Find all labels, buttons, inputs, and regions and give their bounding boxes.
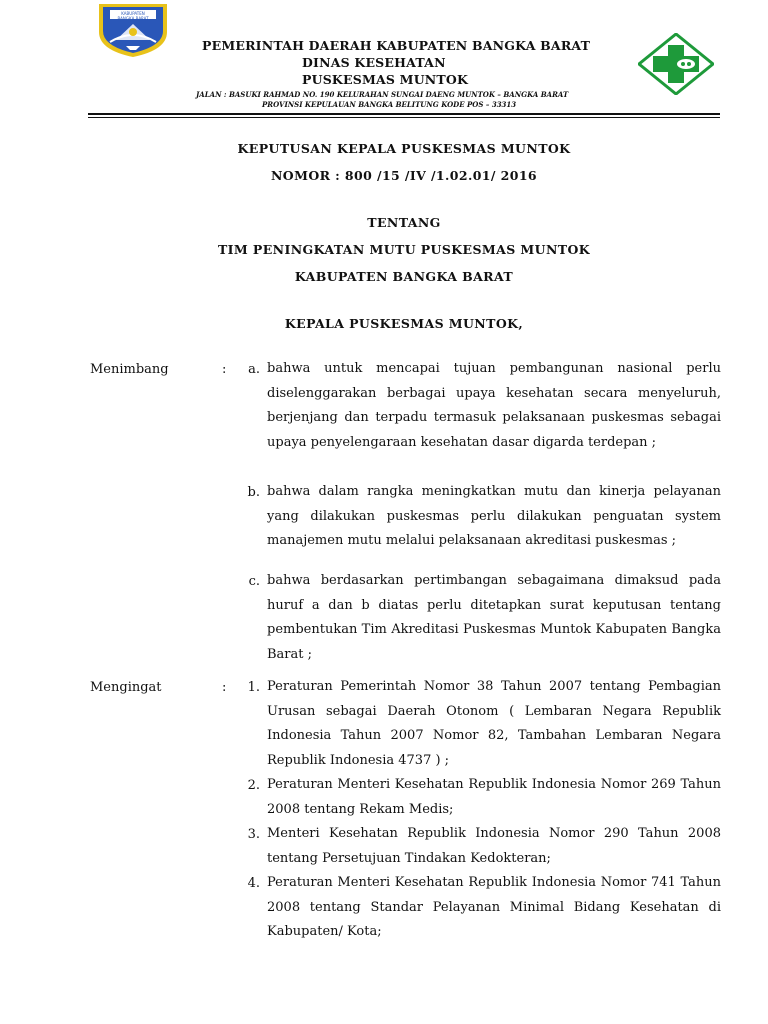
- mengingat-marker-1: 1.: [247, 680, 260, 695]
- letterhead-divider-thin: [88, 117, 720, 118]
- letterhead-address: JALAN : BASUKI RAHMAD NO. 190 KELURAHAN SUNGAI DAENG MUNTOK – BANGKA BARAT: [196, 90, 569, 99]
- letterhead-government: PEMERINTAH DAERAH KABUPATEN BANGKA BARAT: [202, 38, 591, 53]
- mengingat-item-3: Menteri Kesehatan Republik Indonesia Nomor 290 Tahun 2008 tentang Persetujuan Tindakan Kedokteran;: [267, 826, 721, 866]
- menimbang-item-a: bahwa untuk mencapai tujuan pembangunan nasional perlu diselenggarakan berbagai upaya kesehatan secara menyeluruh, berjenjang dan terpadu termasuk pelaksanaan puskesmas sebagai upaya penyelengaraan kesehatan dasar digarda terdepan ;: [267, 361, 721, 450]
- mengingat-marker-3: 3.: [247, 827, 260, 842]
- decree-title: KEPUTUSAN KEPALA PUSKESMAS MUNTOK: [237, 141, 571, 156]
- menimbang-label: Menimbang: [90, 362, 169, 377]
- puskesmas-cross-logo: [638, 33, 714, 95]
- mengingat-item-2: Peraturan Menteri Kesehatan Republik Indonesia Nomor 269 Tahun 2008 tentang Rekam Medis;: [267, 777, 721, 817]
- menimbang-marker-c: c.: [248, 574, 260, 589]
- decree-head: KEPALA PUSKESMAS MUNTOK,: [284, 316, 524, 331]
- mengingat-colon: :: [222, 680, 227, 695]
- decree-subject-regency: KABUPATEN BANGKA BARAT: [294, 269, 514, 284]
- mengingat-marker-2: 2.: [247, 778, 260, 793]
- emblem-banner-text: KABUPATEN BANGKA BARAT: [117, 11, 149, 19]
- decree-about: TENTANG: [367, 215, 441, 230]
- menimbang-colon: :: [222, 362, 227, 377]
- menimbang-marker-a: a.: [248, 362, 260, 377]
- mengingat-item-4: Peraturan Menteri Kesehatan Republik Indonesia Nomor 741 Tahun 2008 tentang Standar Pelayanan Minimal Bidang Kesehatan di Kabupaten/ Kota;: [267, 875, 721, 939]
- regency-emblem-logo: [96, 2, 170, 58]
- menimbang-item-b: bahwa dalam rangka meningkatkan mutu dan kinerja pelayanan yang dilakukan puskesmas perlu dilakukan penguatan system manajemen mutu melalui pelaksanaan akreditasi puskesmas ;: [267, 484, 721, 548]
- mengingat-item-1: Peraturan Pemerintah Nomor 38 Tahun 2007 tentang Pembagian Urusan sebagai Daerah Otonom ( Lembaran Negara Republik Indonesia Tahun 2007 Nomor 82, Tambahan Lembaran Negara Republik Indonesia 4737 ) ;: [267, 679, 721, 768]
- menimbang-item-c: bahwa berdasarkan pertimbangan sebagaimana dimaksud pada huruf a dan b diatas perlu ditetapkan surat keputusan tentang pembentukan Tim Akreditasi Puskesmas Muntok Kabupaten Bangka Barat ;: [267, 573, 721, 662]
- decree-subject: TIM PENINGKATAN MUTU PUSKESMAS MUNTOK: [217, 242, 591, 257]
- mengingat-label: Mengingat: [90, 680, 162, 695]
- letterhead-province: PROVINSI KEPULAUAN BANGKA BELITUNG KODE POS – 33313: [262, 100, 517, 109]
- letterhead-divider: [88, 113, 720, 115]
- letterhead-puskesmas: PUSKESMAS MUNTOK: [302, 72, 469, 87]
- menimbang-marker-b: b.: [247, 485, 260, 500]
- letterhead-department: DINAS KESEHATAN: [302, 55, 446, 70]
- decree-number: NOMOR : 800 /15 /IV /1.02.01/ 2016: [270, 168, 538, 183]
- mengingat-marker-4: 4.: [247, 876, 260, 891]
